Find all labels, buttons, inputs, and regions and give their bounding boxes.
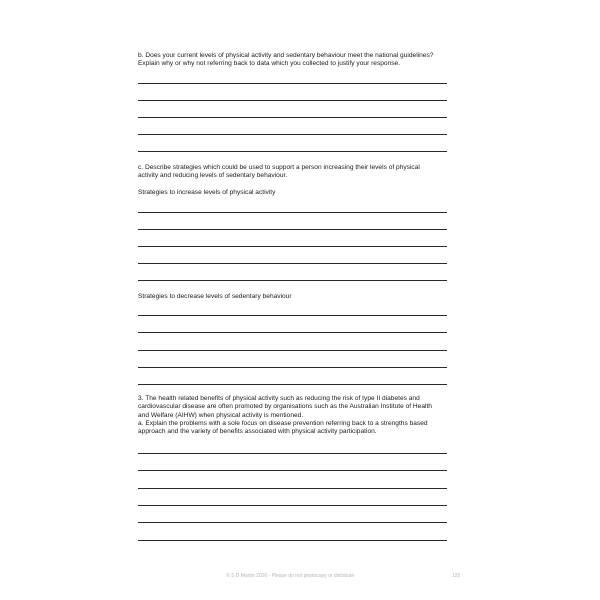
answer-line[interactable] <box>138 229 447 230</box>
question-3 <box>138 395 468 436</box>
answer-line[interactable] <box>138 384 447 385</box>
question-c <box>138 164 468 181</box>
answer-line[interactable] <box>138 488 447 489</box>
question-c-line-1: c. Describe strategies which could be used to support a person increasing their levels of physical <box>138 164 420 171</box>
page-number: 125 <box>452 573 461 579</box>
answer-line[interactable] <box>138 350 447 351</box>
answer-line[interactable] <box>138 246 447 247</box>
answer-line[interactable] <box>138 453 447 454</box>
answer-line[interactable] <box>138 280 447 281</box>
question-3-line-3: and Welfare (AIHW) when physical activity is mentioned. <box>138 411 304 419</box>
answer-line[interactable] <box>138 151 447 152</box>
answer-line[interactable] <box>138 100 447 101</box>
question-3a-line-2: approach and the variety of benefits associated with physical activity participation. <box>138 428 377 436</box>
answer-line[interactable] <box>138 522 447 523</box>
answer-line[interactable] <box>138 470 447 471</box>
question-b-line-1: b. Does your current levels of physical activity and sedentary behaviour meet the national guidelines? <box>138 52 434 59</box>
answer-line[interactable] <box>138 134 447 135</box>
copyright-notice: © S D Martin 2026 - Please do not photocopy or distribute <box>226 573 355 579</box>
answer-line[interactable] <box>138 315 447 316</box>
subheading-decrease-sedentary: Strategies to decrease levels of sedentary behaviour <box>138 293 292 300</box>
answer-line[interactable] <box>138 263 447 264</box>
question-b-line-2: Explain why or why not referring back to data which you collected to justify your response. <box>138 60 401 68</box>
subheading-increase-activity: Strategies to increase levels of physical activity <box>138 189 276 196</box>
question-3-line-2: cardiovascular disease are often promoted by organisations such as the Australian Institute of Health <box>138 403 432 411</box>
question-b <box>138 52 468 69</box>
question-3-line-1: 3. The health related benefits of physical activity such as reducing the risk of type II diabetes and <box>138 395 420 402</box>
answer-line[interactable] <box>138 332 447 333</box>
answer-line[interactable] <box>138 367 447 368</box>
answer-line[interactable] <box>138 83 447 84</box>
answer-line[interactable] <box>138 212 447 213</box>
question-3a-line-1: a. Explain the problems with a sole focus on disease prevention referring back to a strengths based <box>138 419 428 427</box>
answer-line[interactable] <box>138 117 447 118</box>
answer-line[interactable] <box>138 505 447 506</box>
question-c-line-2: activity and reducing levels of sedentary behaviour. <box>138 172 288 180</box>
answer-line[interactable] <box>138 540 447 541</box>
